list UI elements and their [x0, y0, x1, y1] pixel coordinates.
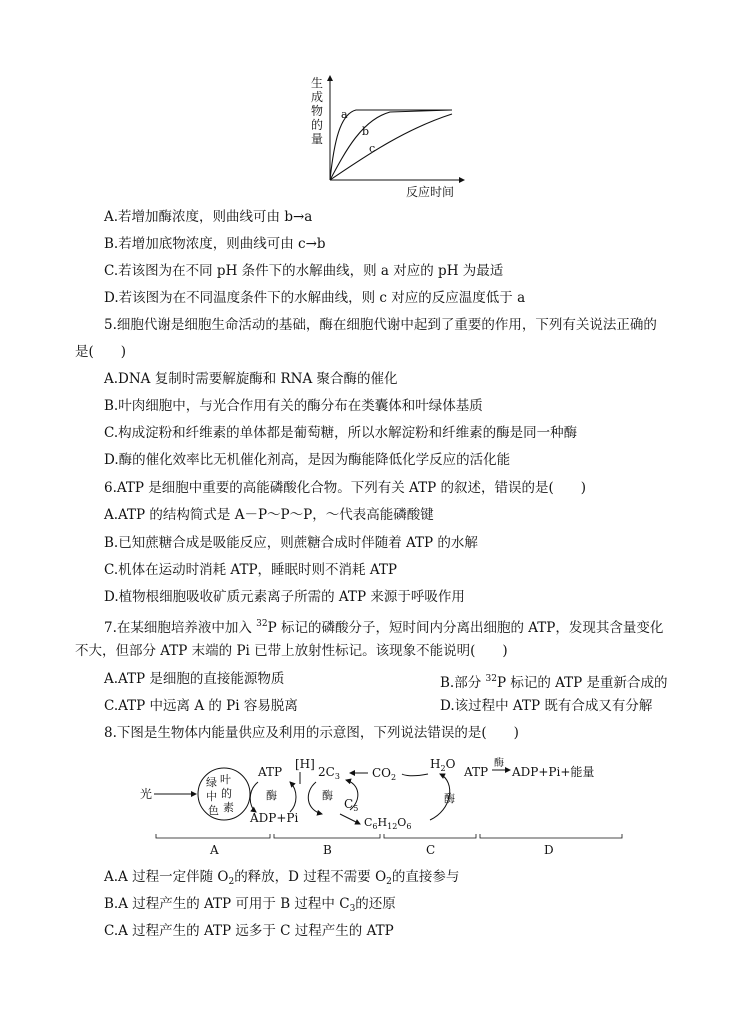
section-b: B — [323, 843, 332, 857]
q8-option-b: B.A 过程产生的 ATP 可用于 B 过程中 $C_3$的还原 — [104, 896, 396, 914]
q4-option-a: A.若增加酶浓度，则曲线可由 b→a — [104, 209, 313, 225]
enzyme2-label: 酶 — [494, 758, 504, 769]
h2o-label: $H_2O$ — [430, 757, 456, 773]
section-d: D — [544, 843, 554, 857]
glucose-label: $C_6H_{12}O_6$ — [364, 816, 412, 831]
y-axis-label-char: 成 — [311, 90, 324, 104]
q8-stem: 8.下图是生物体内能量供应及利用的示意图，下列说法错误的是( ) — [104, 725, 519, 741]
q8-option-a: A.A 过程一定伴随 $O_2$的释放，D 过程不需要 $O_2$的直接参与 — [104, 869, 460, 887]
q7-stem-line2: 不大，但部分 ATP 末端的 Pi 已带上放射性标记。该现象不能说明( ) — [75, 643, 508, 659]
q4-option-c: C.若该图为在不同 pH 条件下的水解曲线，则 a 对应的 pH 为最适 — [104, 263, 504, 279]
svg-text:绿: 绿 — [206, 776, 217, 789]
enzyme-label-c: 酶 — [444, 792, 455, 805]
q5-option-a: A.DNA 复制时需要解旋酶和 RNA 聚合酶的催化 — [104, 371, 398, 387]
enzyme-label: 酶 — [266, 789, 277, 802]
c3-label: $2C_3$ — [318, 765, 340, 781]
q7-option-a: A.ATP 是细胞的直接能源物质 — [104, 671, 285, 687]
co2-label: $CO_2$ — [372, 766, 397, 782]
y-axis-label-char: 物 — [311, 104, 324, 118]
q7-option-c: C.ATP 中远离 A 的 Pi 容易脱离 — [104, 698, 298, 714]
light-label: 光 — [140, 787, 153, 801]
curve-label-c: c — [369, 142, 376, 155]
c5-label: $C_5$ — [344, 797, 359, 813]
curve-c — [330, 114, 452, 180]
reaction-curve-figure — [306, 72, 476, 200]
q5-stem-line1: 5.细胞代谢是细胞生命活动的基础，酶在细胞代谢中起到了重要的作用，下列有关说法正确的 — [104, 317, 657, 333]
enzyme-label-b: 酶 — [322, 789, 333, 802]
atp2-label: ATP — [464, 765, 489, 779]
adp-pi-label: ADP+Pi — [250, 811, 299, 825]
curve-label-b: b — [362, 125, 370, 138]
x-axis-label: 反应时间 — [406, 185, 455, 199]
q7-option-b: B.部分 $^{32}$P 标记的 ATP 是重新合成的 — [440, 674, 668, 691]
q7-stem-line1: 7.在某细胞培养液中加入 $^{32}$P 标记的磷酸分子，短时间内分离出细胞的 ATP，发现其含量变化 — [104, 619, 664, 636]
energy-supply-diagram — [140, 752, 630, 862]
h-label: [H] — [295, 757, 315, 771]
q7-option-d: D.该过程中 ATP 既有合成又有分解 — [440, 698, 653, 714]
atp-label: ATP — [258, 765, 283, 779]
q8-option-c: C.A 过程产生的 ATP 远多于 C 过程产生的 ATP — [104, 923, 394, 939]
section-c: C — [426, 843, 436, 857]
q5-option-d: D.酶的催化效率比无机催化剂高，是因为酶能降低化学反应的活化能 — [104, 452, 511, 468]
curve-label-a: a — [341, 108, 348, 121]
y-axis-label-char: 生 — [311, 76, 324, 90]
q5-stem-line2: 是( ) — [75, 344, 127, 360]
svg-text:素: 素 — [223, 801, 234, 814]
q6-option-b: B.已知蔗糖合成是吸能反应，则蔗糖合成时伴随着 ATP 的水解 — [104, 535, 478, 551]
q6-option-d: D.植物根细胞吸收矿质元素离子所需的 ATP 来源于呼吸作用 — [104, 589, 465, 605]
svg-text:色: 色 — [208, 804, 219, 817]
y-axis-label-char: 量 — [311, 132, 324, 146]
q6-option-a: A.ATP 的结构简式是 A－P～P～P，～代表高能磷酸键 — [104, 507, 434, 523]
products-label: ADP+Pi+能量 — [512, 765, 595, 779]
svg-text:中: 中 — [206, 790, 217, 803]
q4-option-b: B.若增加底物浓度，则曲线可由 c→b — [104, 236, 326, 252]
section-a: A — [210, 843, 219, 857]
y-axis-label-char: 的 — [311, 118, 324, 132]
q5-option-c: C.构成淀粉和纤维素的单体都是葡萄糖，所以水解淀粉和纤维素的酶是同一种酶 — [104, 425, 578, 441]
q6-option-c: C.机体在运动时消耗 ATP，睡眠时则不消耗 ATP — [104, 562, 397, 578]
q5-option-b: B.叶肉细胞中，与光合作用有关的酶分布在类囊体和叶绿体基质 — [104, 398, 483, 414]
q6-stem: 6.ATP 是细胞中重要的高能磷酸化合物。下列有关 ATP 的叙述，错误的是( ) — [104, 480, 586, 496]
q4-option-d: D.若该图为在不同温度条件下的水解曲线，则 c 对应的反应温度低于 a — [104, 290, 526, 306]
svg-text:的: 的 — [221, 787, 232, 800]
svg-text:叶: 叶 — [220, 773, 231, 786]
